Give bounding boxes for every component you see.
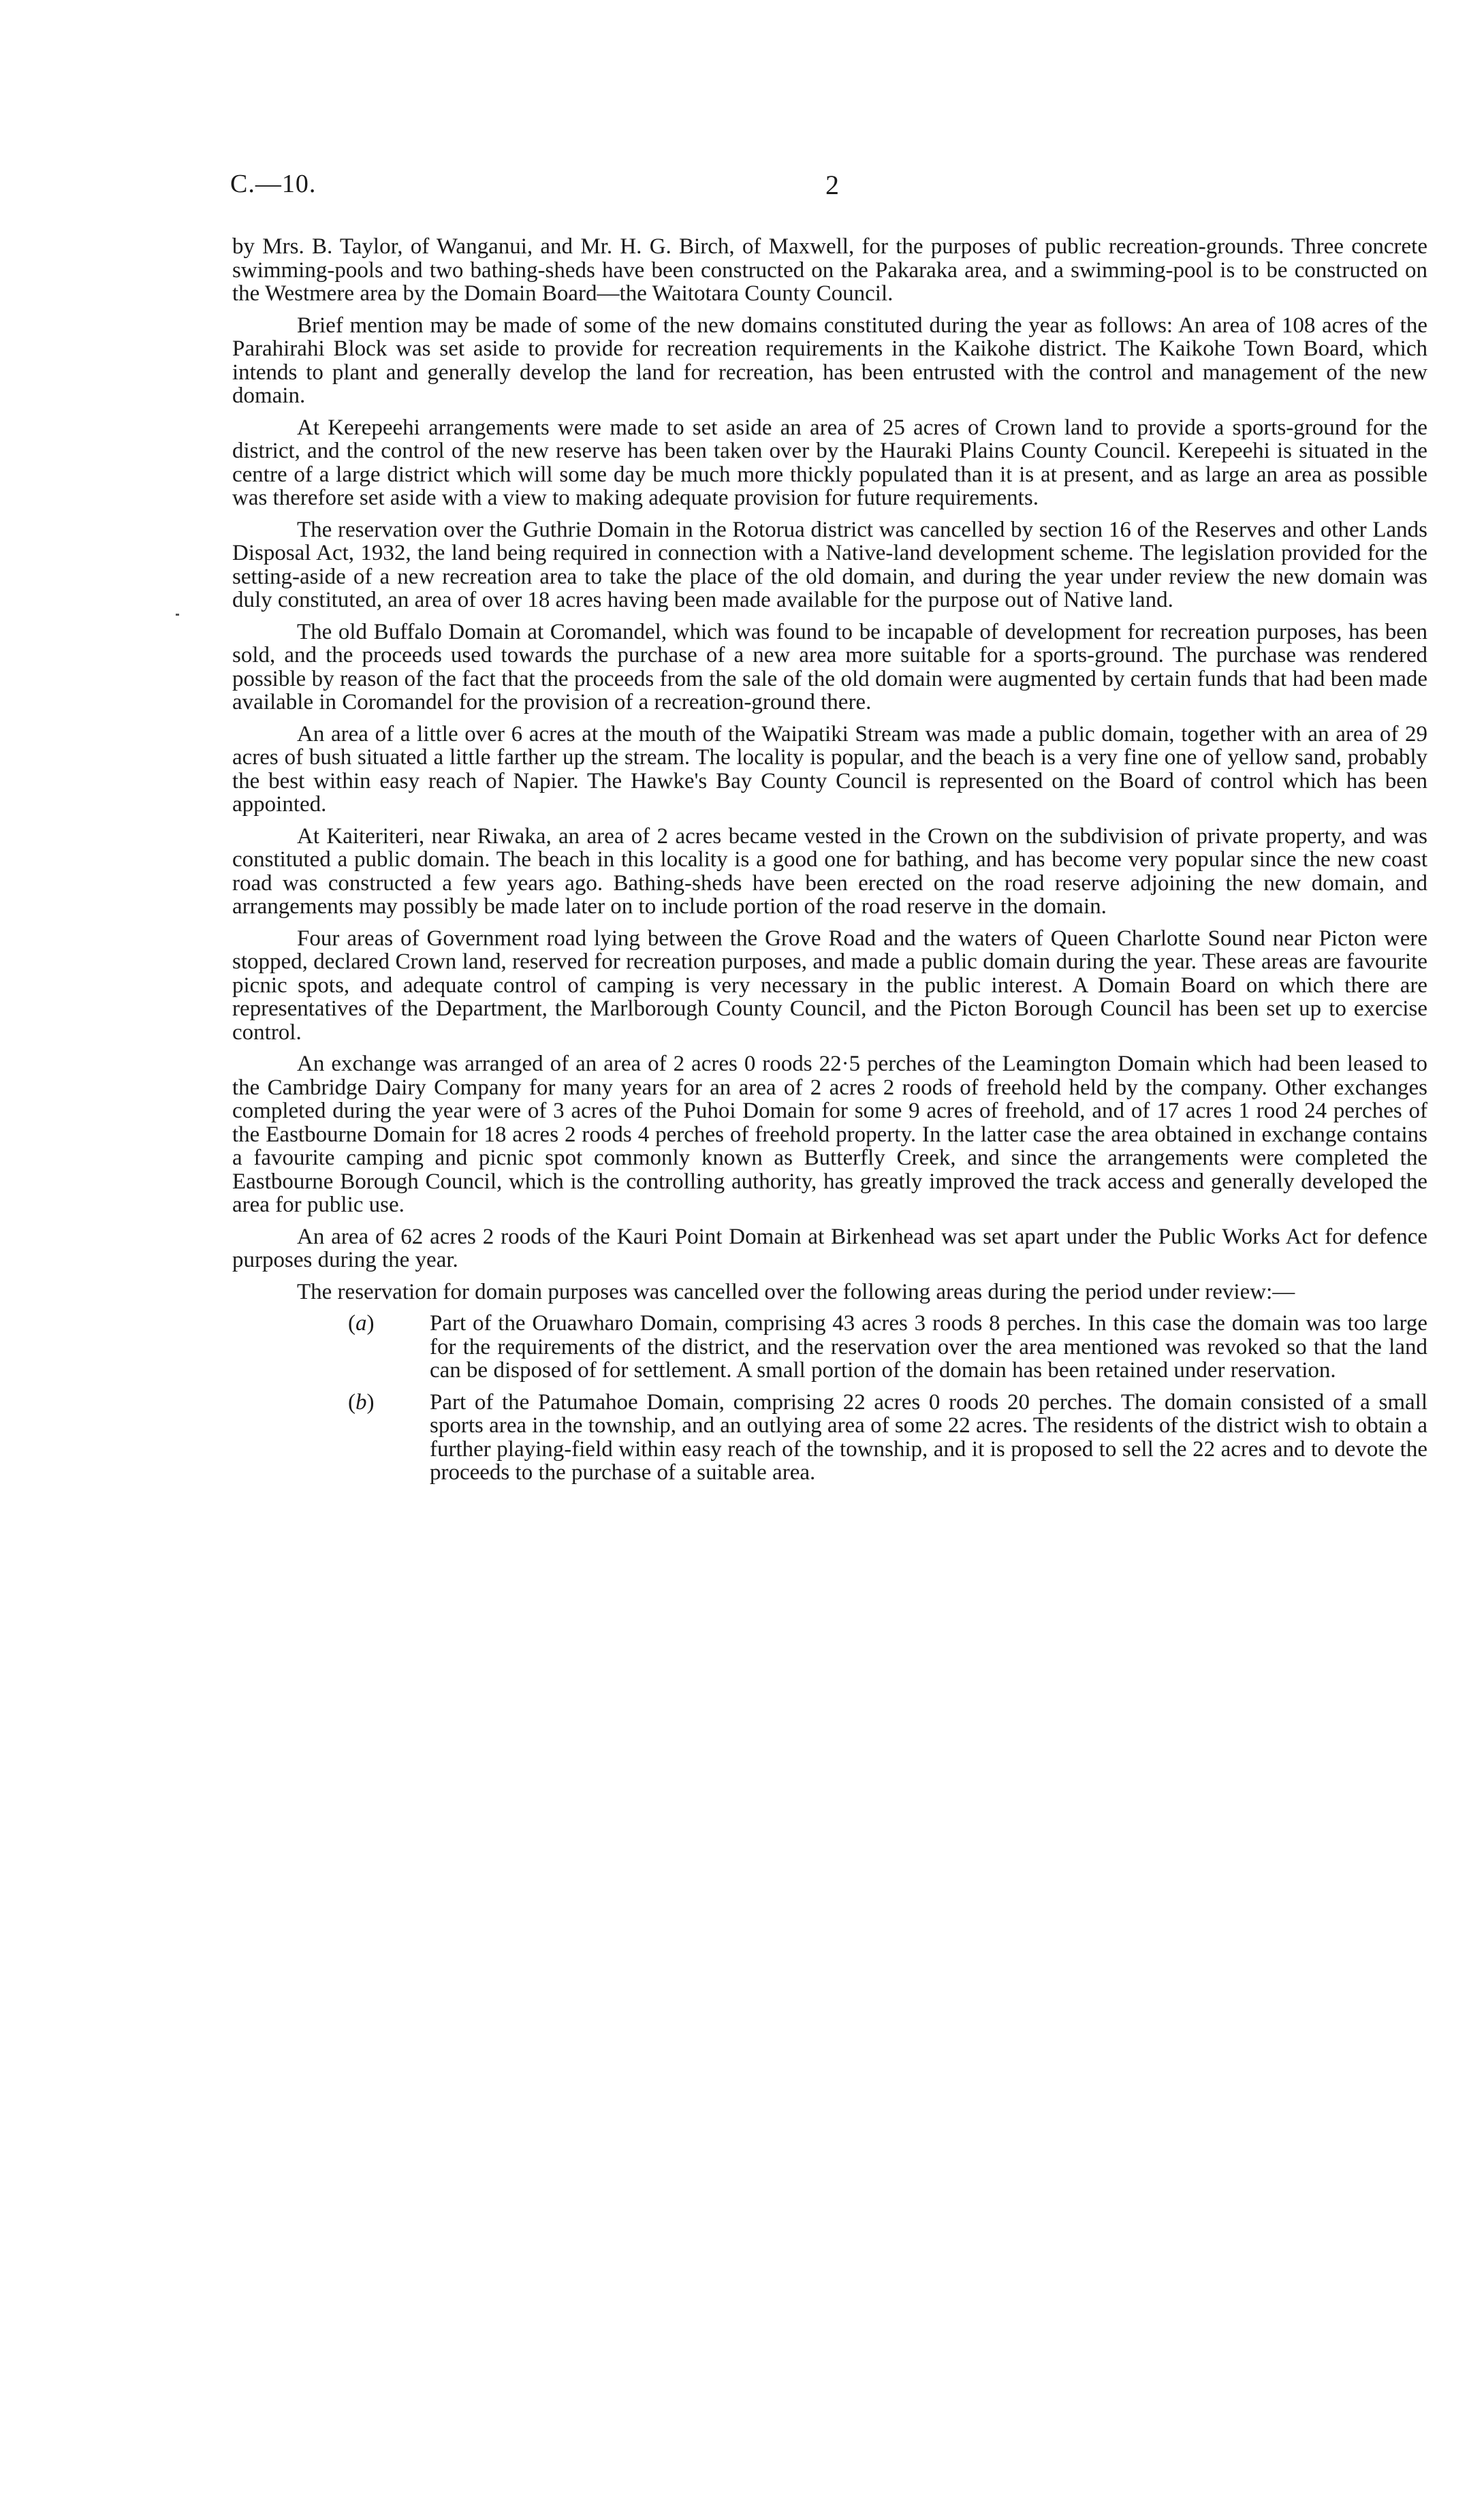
paragraph: Four areas of Government road lying between the Grove Road and the waters of Queen Charlotte Sound near Picton were stopped, declared Crown land, reserved for recreation purposes, and made a public domain during the year. These areas are favourite picnic spots, and adequate control of camping is very necessary in the public interest. A Domain Board on which there are representatives of the Department, the Marlborough County Council, and the Picton Borough Council has been set up to exercise control. (232, 926, 1427, 1045)
paragraph: An area of a little over 6 acres at the mouth of the Waipatiki Stream was made a public domain, together with an area of 29 acres of bush situated a little farther up the stream. The locality is popular, and the beach is a very fine one of yellow sand, probably the best within easy reach of Napier. The Hawke's Bay County Council is represented on the Board of control which has been appointed. (232, 721, 1427, 817)
paragraph: An exchange was arranged of an area of 2 acres 0 roods 22·5 perches of the Leamington Domain which had been leased to the Cambridge Dairy Company for many years for an area of 2 acres 2 roods of freehold held by the company. Other exchanges completed during the year were of 3 acres of the Puhoi Domain for some 9 acres of freehold, and of 17 acres 1 rood 24 perches of the Eastbourne Domain for 18 acres 2 roods 4 perches of freehold property. In the latter case the area obtained in exchange contains a favourite camping and picnic spot commonly known as Butterfly Creek, and since the arrangements were completed the Eastbourne Borough Council, which is the controlling authority, has greatly improved the track access and generally developed the area for public use. (232, 1052, 1427, 1217)
paragraph: Brief mention may be made of some of the new domains constituted during the year as follows: An area of 108 acres of the Parahirahi Block was set aside to provide for recreation requirements in the Kaikohe district. The Kaikohe Town Board, which intends to plant and generally develop the land for recreation, has been entrusted with the control and management of the new domain. (232, 313, 1427, 408)
paragraph: At Kerepeehi arrangements were made to set aside an area of 25 acres of Crown land to provide a sports-ground for the district, and the control of the new reserve has been taken over by the Hauraki Plains County Council. Kerepeehi is situated in the centre of a large district which will some day be much more thickly populated than it is at present, and as large an area as possible was therefore set aside with a view to making adequate provision for future requirements. (232, 415, 1427, 510)
paragraph: The reservation for domain purposes was cancelled over the following areas during the period under review:— (297, 1279, 1295, 1304)
paragraph: An area of 62 acres 2 roods of the Kauri Point Domain at Birkenhead was set apart under the Public Works Act for defence purposes during the year. (232, 1224, 1427, 1272)
list-item-text: Part of the Oruawharo Domain, comprising 43 acres 3 roods 8 perches. In this case the domain was too large for the requirements of the district, and the reservation over the area mentioned was revoked so that the land can be disposed of for settlement. A small portion of the domain has been retained under reservation. (430, 1311, 1427, 1383)
paragraph: At Kaiteriteri, near Riwaka, an area of 2 acres became vested in the Crown on the subdivision of private property, and was constituted a public domain. The beach in this locality is a good one for bathing, and has become very popular since the new coast road was constructed a few years ago. Bathing-sheds have been erected on the road reserve adjoining the new domain, and arrangements may possibly be made later on to include portion of the road reserve in the domain. (232, 823, 1427, 919)
list-marker: (a) (348, 1311, 375, 1336)
margin-mark (176, 614, 179, 616)
list-item-b (232, 1391, 1427, 1485)
document-reference: C.—10. (230, 170, 317, 198)
paragraph: by Mrs. B. Taylor, of Wanganui, and Mr. H. G. Birch, of Maxwell, for the purposes of public recreation-grounds. Three concrete swimming-pools and two bathing-sheds have been constructed on the Pakaraka area, and a swimming-pool is to be constructed on the Westmere area by the Domain Board—the Waitotara County Council. (232, 234, 1427, 306)
paragraph: The reservation over the Guthrie Domain in the Rotorua district was cancelled by section 16 of the Reserves and other Lands Disposal Act, 1932, the land being required in connection with a Native-land development scheme. The legislation provided for the setting-aside of a new recreation area to take the place of the old domain, and during the year under review the new domain was duly constituted, an area of over 18 acres having been made available for the purpose out of Native land. (232, 517, 1427, 612)
page-number: 2 (825, 170, 839, 200)
list-item-text: Part of the Patumahoe Domain, comprising 22 acres 0 roods 20 perches. The domain consisted of a small sports area in the township, and an outlying area of some 22 acres. The residents of the district wish to obtain a further playing-field within easy reach of the township, and it is proposed to sell the 22 acres and to devote the proceeds to the purchase of a suitable area. (430, 1389, 1427, 1485)
list-marker: (b) (348, 1389, 375, 1415)
body-text (232, 235, 1427, 1493)
list-item-a (232, 1312, 1427, 1383)
paragraph: The old Buffalo Domain at Coromandel, which was found to be incapable of development for recreation purposes, has been sold, and the proceeds used towards the purchase of a new area more suitable for a sports-ground. The purchase was rendered possible by reason of the fact that the proceeds from the sale of the old domain were augmented by certain funds that had been made available in Coromandel for the provision of a recreation-ground there. (232, 619, 1427, 714)
